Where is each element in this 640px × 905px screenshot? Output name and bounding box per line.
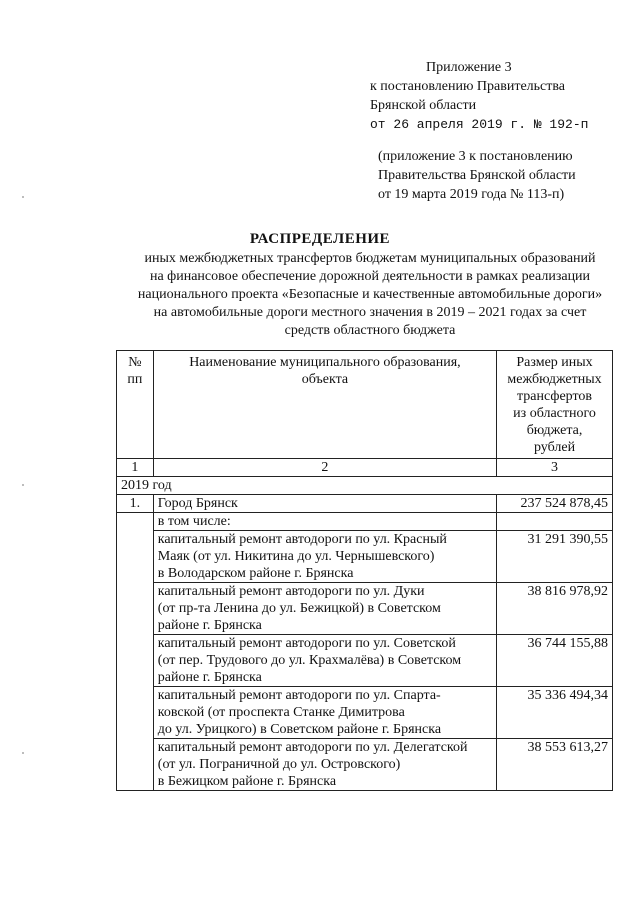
amount-cell: 38 553 613,27 — [497, 739, 613, 791]
object-name-line: до ул. Урицкого) в Советском районе г. Брянска — [157, 722, 442, 737]
amount-cell: 31 291 390,55 — [497, 531, 613, 583]
previous-edition-note — [378, 147, 638, 204]
municipality-name: Город Брянск — [153, 495, 496, 513]
appendix-line: Приложение 3 — [426, 60, 512, 75]
empty-number-cell — [117, 531, 154, 583]
header-text: рублей — [533, 440, 576, 455]
header-text: объекта — [301, 372, 349, 387]
object-name-line: капитальный ремонт автодороги по ул. Делегатской — [157, 740, 468, 755]
object-name-line: (от пер. Трудового до ул. Крахмалёва) в Советском — [157, 653, 462, 668]
table-row — [117, 513, 613, 531]
object-name-line: районе г. Брянска — [157, 618, 262, 633]
header-text: № — [128, 355, 142, 370]
header-number-cell — [117, 351, 154, 459]
table-row — [117, 635, 613, 687]
previous-edition-line: от 19 марта 2019 года № 113-п) — [378, 187, 565, 202]
object-name-line: Маяк (от ул. Никитина до ул. Чернышевского) — [157, 549, 435, 564]
header-amount-cell — [497, 351, 613, 459]
margin-mark — [22, 752, 24, 754]
year-label: 2019 год — [117, 477, 613, 495]
document-subtitle — [100, 250, 640, 340]
object-name-line: в Володарском районе г. Брянска — [157, 566, 354, 581]
document-title: РАСПРЕДЕЛЕНИЕ — [249, 231, 391, 247]
object-name-line: капитальный ремонт автодороги по ул. Спарта- — [157, 688, 441, 703]
object-name — [153, 583, 496, 635]
object-name-line: (от ул. Пограничной до ул. Островского) — [157, 757, 401, 772]
object-name-line: районе г. Брянска — [157, 670, 262, 685]
object-name-line: (от пр-та Ленина до ул. Бежицкой) в Советском — [157, 601, 441, 616]
header-name-cell — [153, 351, 496, 459]
table-header-row — [117, 351, 613, 459]
subtitle-line: на автомобильные дороги местного значения в 2019 – 2021 годах за счет — [153, 305, 587, 320]
empty-number-cell — [117, 513, 154, 531]
appendix-line: к постановлению Правительства — [370, 79, 566, 94]
header-text: из областного — [513, 406, 596, 421]
year-row — [117, 477, 613, 495]
allocation-table — [116, 350, 613, 791]
object-name-line: капитальный ремонт автодороги по ул. Красный — [157, 532, 447, 547]
header-text: трансфертов — [517, 389, 593, 404]
empty-number-cell — [117, 687, 154, 739]
subtitle-line: на финансовое обеспечение дорожной деятельности в рамках реализации — [149, 269, 591, 284]
subtitle-line: средств областного бюджета — [284, 323, 456, 338]
table-row — [117, 583, 613, 635]
amount-cell: 35 336 494,34 — [497, 687, 613, 739]
row-number: 1. — [117, 495, 154, 513]
amount-cell: 237 524 878,45 — [497, 495, 613, 513]
subtitle-line: национального проекта «Безопасные и качественные автомобильные дороги» — [137, 287, 603, 302]
header-text: бюджета, — [526, 423, 583, 438]
appendix-date-line: от 26 апреля 2019 г. № 192-п — [370, 117, 589, 132]
table-row — [117, 495, 613, 513]
previous-edition-line: (приложение 3 к постановлению — [378, 149, 573, 164]
object-name-line: в Бежицком районе г. Брянска — [157, 774, 337, 789]
empty-amount-cell — [497, 513, 613, 531]
margin-mark — [22, 196, 24, 198]
subtitle-line: иных межбюджетных трансфертов бюджетам муниципальных образований — [144, 251, 596, 266]
object-name-line: капитальный ремонт автодороги по ул. Дуки — [157, 584, 425, 599]
header-text: Размер иных — [516, 355, 593, 370]
table-row — [117, 531, 613, 583]
table-row — [117, 739, 613, 791]
appendix-line: Брянской области — [370, 98, 477, 113]
column-numbers-row — [117, 459, 613, 477]
appendix-header — [370, 58, 632, 134]
margin-mark — [22, 484, 24, 486]
empty-number-cell — [117, 583, 154, 635]
column-number: 1 — [117, 459, 154, 477]
column-number: 3 — [497, 459, 613, 477]
amount-cell: 38 816 978,92 — [497, 583, 613, 635]
object-name — [153, 531, 496, 583]
header-text: межбюджетных — [507, 372, 602, 387]
header-text: Наименование муниципального образования, — [189, 355, 461, 370]
amount-cell: 36 744 155,88 — [497, 635, 613, 687]
object-name — [153, 635, 496, 687]
empty-number-cell — [117, 635, 154, 687]
header-text: пп — [127, 372, 143, 387]
object-name-line: ковской (от проспекта Станке Димитрова — [157, 705, 405, 720]
empty-number-cell — [117, 739, 154, 791]
previous-edition-line: Правительства Брянской области — [378, 168, 576, 183]
object-name-line: капитальный ремонт автодороги по ул. Советской — [157, 636, 456, 651]
table-row — [117, 687, 613, 739]
object-name — [153, 739, 496, 791]
object-name — [153, 687, 496, 739]
including-label: в том числе: — [153, 513, 496, 531]
column-number: 2 — [153, 459, 496, 477]
